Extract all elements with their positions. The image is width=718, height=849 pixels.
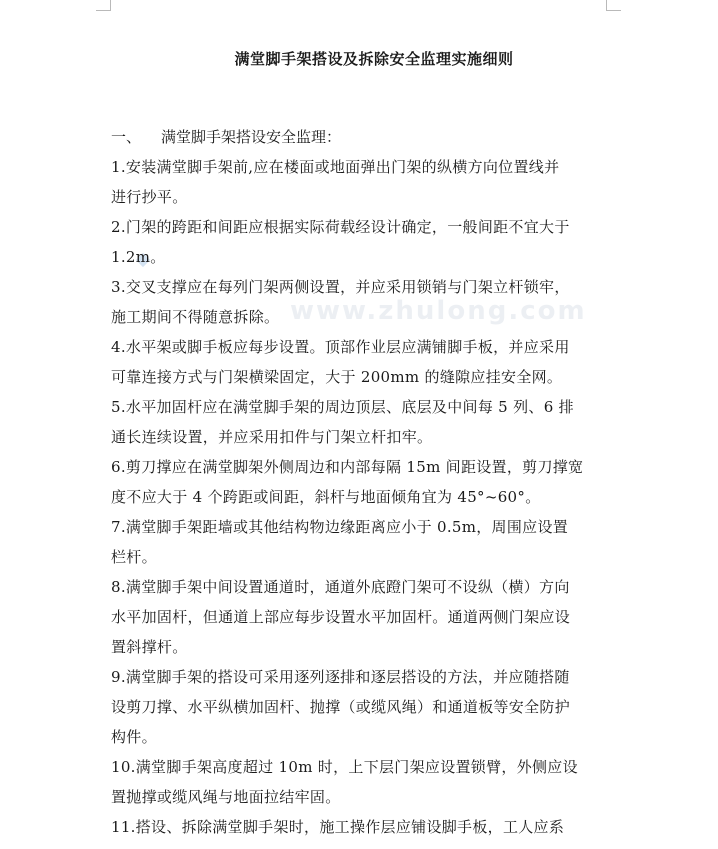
section-heading — [111, 122, 611, 152]
text-line: 11.搭设、拆除满堂脚手架时，施工操作层应铺设脚手板，工人应系 — [111, 818, 565, 836]
text-line: 栏杆。 — [111, 548, 157, 566]
text-line: 施工期间不得随意拆除。 — [111, 308, 280, 326]
text-line: 水平加固杆，但通道上部应每步设置水平加固杆。通道两侧门架应设 — [111, 608, 571, 626]
text-line: 7.满堂脚手架距墙或其他结构物边缘距离应小于 0.5m，周围应设置 — [111, 518, 569, 536]
text-line: 2.门架的跨距和间距应根据实际荷载经设计确定，一般间距不宜大于 — [111, 218, 570, 236]
section-heading-text: 满堂脚手架搭设安全监理： — [161, 128, 342, 146]
text-line: 4.水平架或脚手板应每步设置。顶部作业层应满铺脚手板，并应采用 — [111, 338, 570, 356]
document-body — [111, 122, 611, 842]
text-line: 构件。 — [111, 728, 157, 746]
text-line: 通长连续设置，并应采用扣件与门架立杆扣牢。 — [111, 428, 433, 446]
text-line: 1.2m。 — [111, 248, 166, 266]
section-number: 一、 — [111, 128, 142, 146]
text-line: 6.剪刀撑应在满堂脚架外侧周边和内部每隔 15m 间距设置，剪刀撑宽 — [111, 458, 584, 476]
text-line: 5.水平加固杆应在满堂脚手架的周边顶层、底层及中间每 5 列、6 排 — [111, 398, 574, 416]
text-line: 度不应大于 4 个跨距或间距，斜杆与地面倾角宜为 45°~60°。 — [111, 488, 541, 506]
text-line: 10.满堂脚手架高度超过 10m 时，上下层门架应设置锁臂，外侧应设 — [111, 758, 578, 776]
document-title: 满堂脚手架搭设及拆除安全监理实施细则 — [234, 50, 514, 68]
page-corner-mark-left — [96, 0, 111, 11]
text-line: 设剪刀撑、水平纵横加固杆、抛撑（或缆风绳）和通道板等安全防护 — [111, 698, 571, 716]
text-line: 3.交叉支撑应在每列门架两侧设置，并应采用锁销与门架立杆锁牢， — [111, 278, 570, 296]
text-line: 1.安装满堂脚手架前,应在楼面或地面弹出门架的纵横方向位置线并 — [111, 158, 560, 176]
text-line: 置斜撑杆。 — [111, 638, 188, 656]
text-line: 进行抄平。 — [111, 188, 188, 206]
text-line: 置抛撑或缆风绳与地面拉结牢固。 — [111, 788, 341, 806]
watermark: www.zhulong.com — [290, 296, 587, 326]
text-line: 8.满堂脚手架中间设置通道时，通道外底蹬门架可不设纵（横）方向 — [111, 578, 570, 596]
text-line: 可靠连接方式与门架横梁固定，大于 200mm 的缝隙应挂安全网。 — [111, 368, 563, 386]
page-corner-mark-right — [606, 0, 621, 11]
text-line: 9.满堂脚手架的搭设可采用逐列逐排和逐层搭设的方法，并应随搭随 — [111, 668, 570, 686]
